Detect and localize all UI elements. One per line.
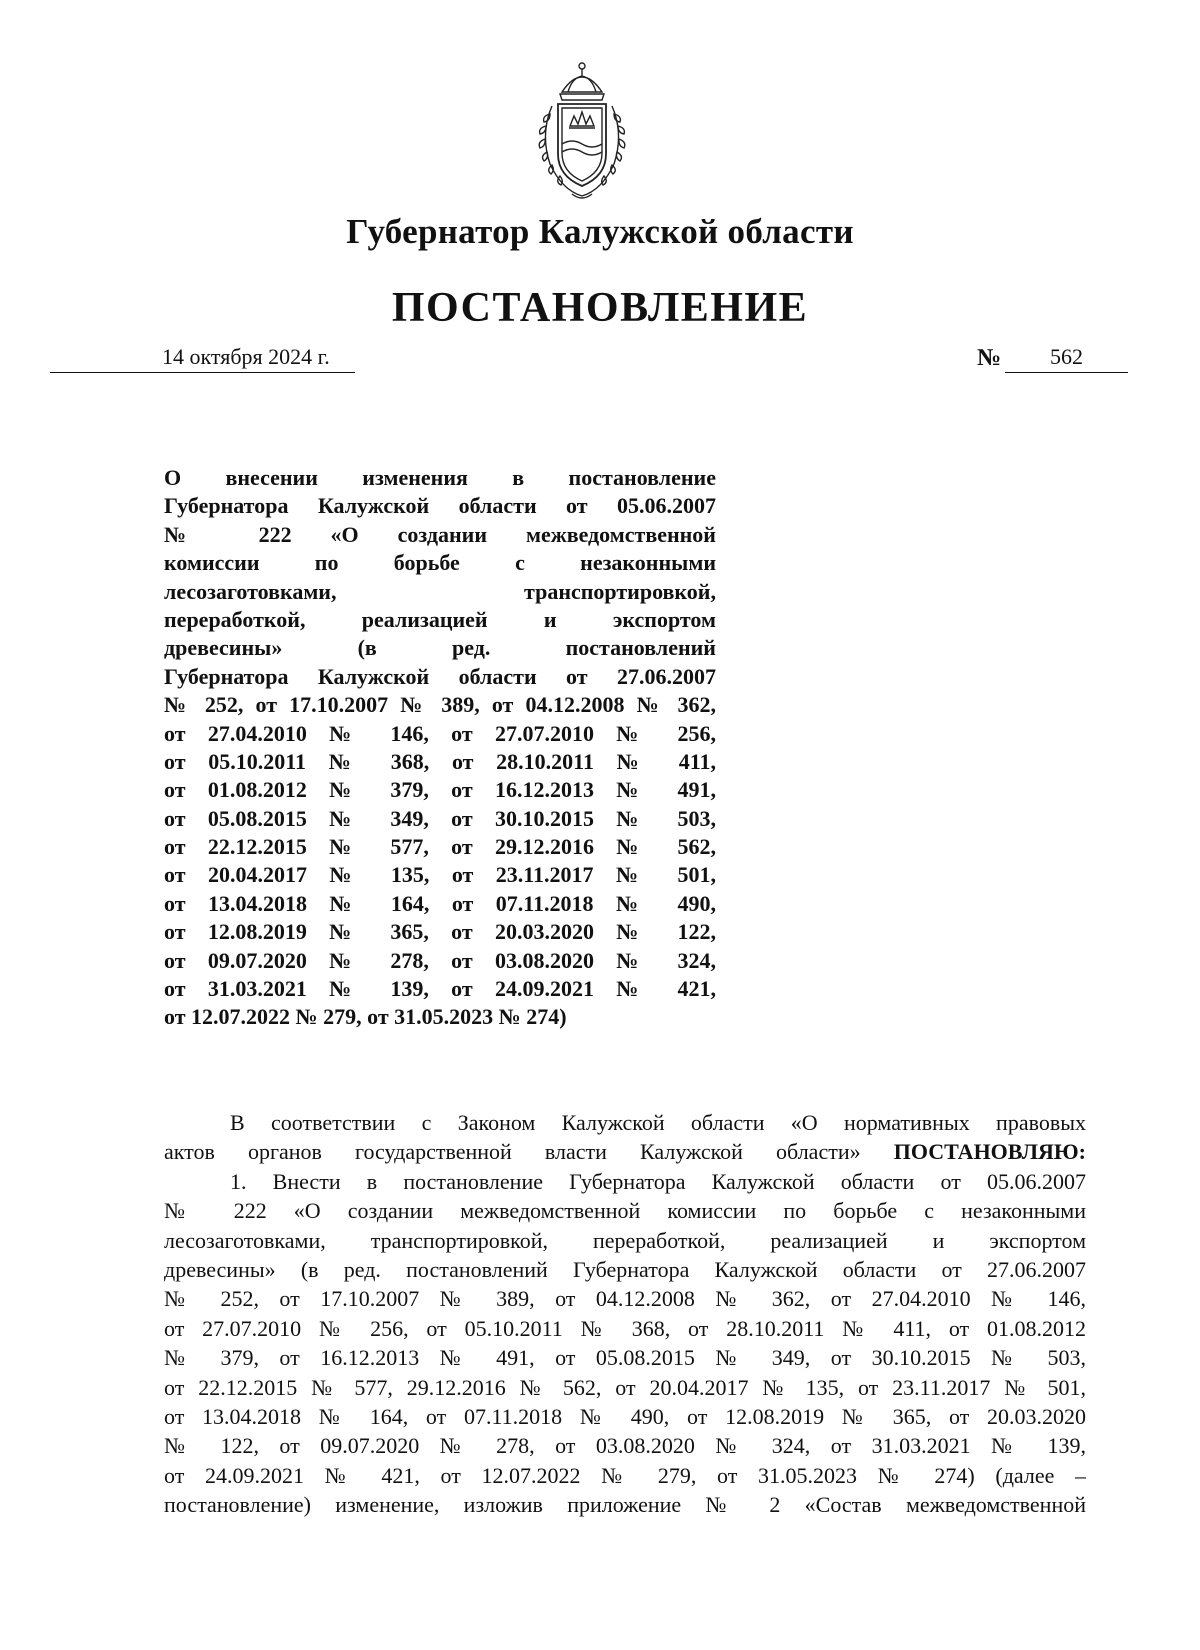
body-line: постановление) изменение, изложив приложение № 2 «Состав межведомственной [164, 1492, 1086, 1518]
document-body [164, 1108, 1086, 1519]
body-line: № 122, от 09.07.2020 № 278, от 03.08.2020 № 324, от 31.03.2021 № 139, [164, 1433, 1086, 1459]
title-line: комиссии по борьбе с незаконными [164, 550, 716, 576]
title-line: О внесении изменения в постановление [164, 465, 716, 490]
body-line: от 24.09.2021 № 421, от 12.07.2022 № 279, от 31.05.2023 № 274) (далее – [164, 1462, 1086, 1488]
title-line: от 13.04.2018 № 164, от 07.11.2018 № 490, [164, 890, 716, 916]
body-line: № 222 «О создании межведомственной комиссии по борьбе с незаконными [164, 1198, 1086, 1224]
title-line: № 222 «О создании межведомственной [164, 521, 716, 547]
title-line: № 252, от 17.10.2007 № 389, от 04.12.2008 № 362, [164, 692, 716, 718]
document-date: 14 октября 2024 г. [162, 344, 330, 369]
title-line: Губернатора Калужской области от 27.06.2007 [164, 663, 716, 689]
title-line: от 12.07.2022 № 279, от 31.05.2023 № 274) [164, 1004, 567, 1030]
body-line: № 379, от 16.12.2013 № 491, от 05.08.2015 № 349, от 30.10.2015 № 503, [164, 1345, 1086, 1371]
body-line: лесозаготовками, транспортировкой, переработкой, реализацией и экспортом [164, 1227, 1086, 1253]
body-line: от 13.04.2018 № 164, от 07.11.2018 № 490, от 12.08.2019 № 365, от 20.03.2020 [164, 1403, 1086, 1429]
title-line: от 05.08.2015 № 349, от 30.10.2015 № 503, [164, 805, 716, 831]
title-line: переработкой, реализацией и экспортом [164, 606, 716, 632]
title-line: от 05.10.2011 № 368, от 28.10.2011 № 411, [164, 748, 716, 774]
title-line: от 31.03.2021 № 139, от 24.09.2021 № 421, [164, 976, 716, 1002]
body-line: от 27.07.2010 № 256, от 05.10.2011 № 368, от 28.10.2011 № 411, от 01.08.2012 [164, 1315, 1086, 1341]
date-underline [50, 372, 355, 373]
issuing-authority: Губернатор Калужской области [346, 212, 854, 251]
number-underline [1005, 372, 1128, 373]
decree-word: ПОСТАНОВЛЯЮ: [893, 1139, 1087, 1165]
body-line: № 252, от 17.10.2007 № 389, от 04.12.2008 № 362, от 27.04.2010 № 146, [164, 1286, 1086, 1312]
title-line: от 12.08.2019 № 365, от 20.03.2020 № 122, [164, 919, 716, 945]
title-line: древесины» (в ред. постановлений [164, 635, 716, 661]
title-line: от 20.04.2017 № 135, от 23.11.2017 № 501, [164, 862, 716, 888]
body-line: от 22.12.2015 № 577, 29.12.2016 № 562, от 20.04.2017 № 135, от 23.11.2017 № 501, [164, 1374, 1086, 1400]
document-type-heading: ПОСТАНОВЛЕНИЕ [391, 285, 809, 331]
body-line: древесины» (в ред. постановлений Губернатора Калужской области от 27.06.2007 [164, 1256, 1086, 1282]
document-title [164, 464, 716, 1032]
kaluga-region-coat-of-arms-icon [522, 54, 642, 204]
title-line: Губернатора Калужской области от 05.06.2007 [164, 493, 716, 519]
title-line: от 27.04.2010 № 146, от 27.07.2010 № 256, [164, 720, 716, 746]
body-line-with-decree [164, 1137, 1086, 1166]
title-line: лесозаготовками, транспортировкой, [164, 578, 716, 604]
title-line: от 22.12.2015 № 577, от 29.12.2016 № 562, [164, 834, 716, 860]
document-number: 562 [1050, 344, 1083, 369]
body-text: актов органов государственной власти Калужской области» [164, 1139, 861, 1165]
document-number-label: № [977, 345, 1002, 371]
body-line: В соответствии с Законом Калужской области «О нормативных правовых [230, 1110, 1086, 1135]
body-line: 1. Внести в постановление Губернатора Калужской области от 05.06.2007 [230, 1168, 1086, 1194]
title-line: от 01.08.2012 № 379, от 16.12.2013 № 491, [164, 777, 716, 803]
title-line: от 09.07.2020 № 278, от 03.08.2020 № 324, [164, 947, 716, 973]
